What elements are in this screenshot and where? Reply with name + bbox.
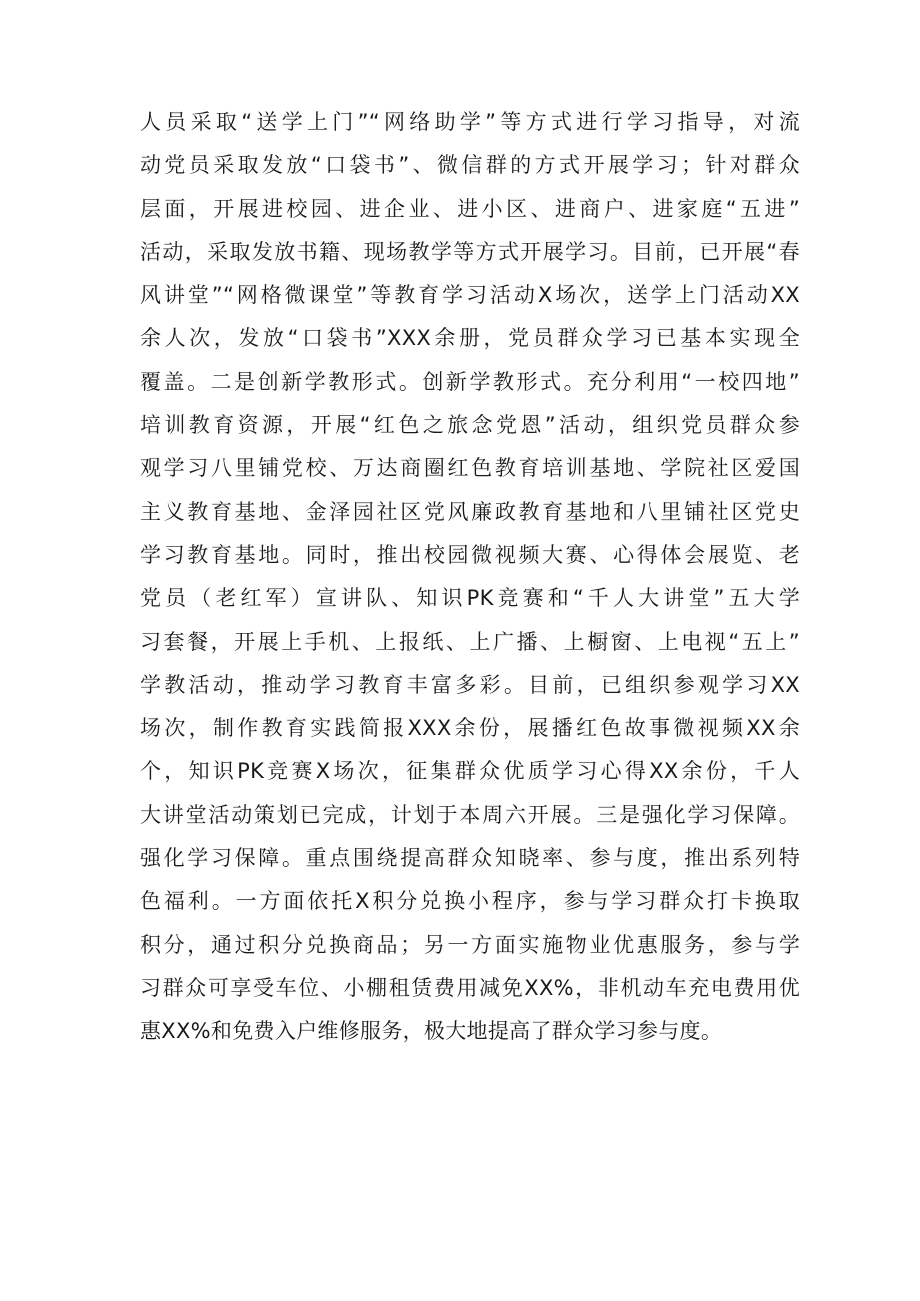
text-line: 层面，开展进校园、进企业、进小区、进商户、进家庭“五进” <box>140 196 800 221</box>
text-line: 活动，采取发放书籍、现场教学等方式开展学习。目前，已开展“春 <box>140 239 800 264</box>
text-line: 学习教育基地。同时，推出校园微视频大赛、心得体会展览、老 <box>140 542 800 567</box>
text-line: 培训教育资源，开展“红色之旅念党恩”活动，组织党员群众参 <box>140 413 800 438</box>
text-line: 大讲堂活动策划已完成，计划于本周六开展。三是强化学习保障。 <box>140 802 800 827</box>
text-line: 惠XX%和免费入户维修服务，极大地提高了群众学习参与度。 <box>140 1019 723 1044</box>
text-line: 习套餐，开展上手机、上报纸、上广播、上橱窗、上电视“五上” <box>140 629 800 654</box>
text-line: 党员（老红军）宣讲队、知识PK竞赛和“千人大讲堂”五大学 <box>140 586 800 611</box>
text-line: 强化学习保障。重点围绕提高群众知晓率、参与度，推出系列特 <box>140 846 800 871</box>
text-line: 积分，通过积分兑换商品；另一方面实施物业优惠服务，参与学 <box>140 932 800 957</box>
text-line: 动党员采取发放“口袋书”、微信群的方式开展学习；针对群众 <box>140 153 800 178</box>
text-line: 习群众可享受车位、小棚租赁费用减免XX%，非机动车充电费用优 <box>140 975 800 1000</box>
text-line: 主义教育基地、金泽园社区党风廉政教育基地和八里铺社区党史 <box>140 499 800 524</box>
text-line: 人员采取“送学上门”“网络助学”等方式进行学习指导，对流 <box>140 110 800 134</box>
text-line: 场次，制作教育实践简报XXX余份，展播红色故事微视频XX余 <box>140 716 800 741</box>
text-line: 余人次，发放“口袋书”XXX余册，党员群众学习已基本实现全 <box>140 326 800 351</box>
text-line: 观学习八里铺党校、万达商圈红色教育培训基地、学院社区爱国 <box>140 456 800 481</box>
text-line: 覆盖。二是创新学教形式。创新学教形式。充分利用“一校四地” <box>140 369 800 394</box>
text-line: 色福利。一方面依托X积分兑换小程序，参与学习群众打卡换取 <box>140 889 800 914</box>
body-text <box>140 101 800 1054</box>
text-line: 风讲堂”“网格微课堂”等教育学习活动X场次，送学上门活动XX <box>140 283 800 308</box>
text-line: 学教活动，推动学习教育丰富多彩。目前，已组织参观学习XX <box>140 672 800 697</box>
text-line: 个，知识PK竞赛X场次，征集群众优质学习心得XX余份，千人 <box>140 759 800 784</box>
